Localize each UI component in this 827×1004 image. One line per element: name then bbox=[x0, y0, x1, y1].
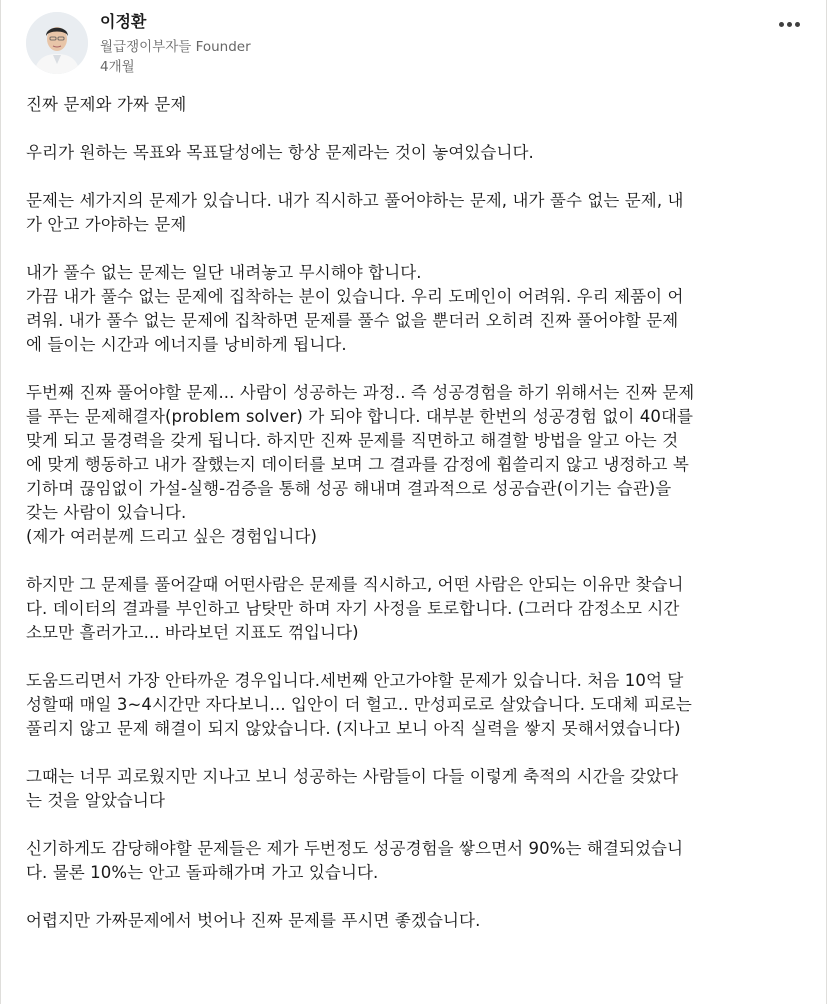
post-body bbox=[26, 93, 801, 957]
author-avatar[interactable] bbox=[26, 12, 88, 74]
post-header bbox=[26, 12, 814, 84]
more-horizontal-icon bbox=[787, 22, 792, 27]
post-paragraph: 내가 풀수 없는 문제는 일단 내려놓고 무시해야 합니다. 가끔 내가 풀수 없는 문제에 집착하는 분이 있습니다. 우리 도메인이 어려워. 우리 제품이 어 려워. 내가 풀수 없는 문제에 집착하면 문제를 풀수 없을 뿐더러 오히려 진짜 풀어야할 문제 에 들이는 시간과 에너지를 낭비하게 됩니다. bbox=[26, 263, 684, 354]
more-horizontal-icon bbox=[795, 22, 800, 27]
author-headline: 월급쟁이부자들 Founder bbox=[100, 39, 251, 55]
post-paragraph: 두번째 진짜 풀어야할 문제... 사람이 성공하는 과정.. 즉 성공경험을 하기 위해서는 진짜 문제 를 푸는 문제해결자(problem solver) 가 되야 합니다. 대부분 한번의 성공경험 없이 40대를 맞게 되고 물경력을 갖게 됩니다. 하지만 진짜 문제를 직면하고 해결할 방법을 알고 아는 것 에 맞게 행동하고 내가 잘했는지 데이터를 보며 그 결과를 감정에 휩쓸리지 않고 냉정하고 복 기하며 끊임없이 가설-실행-검증을 통해 성공 해내며 결과적으로 성공습관(이기는 습관)을 갖는 사람이 있습니다. (제가 여러분께 드리고 싶은 경험입니다) bbox=[26, 383, 695, 546]
post-title: 진짜 문제와 가짜 문제 bbox=[26, 95, 187, 114]
post-paragraph: 어렵지만 가짜문제에서 벗어나 진짜 문제를 푸시면 좋겠습니다. bbox=[26, 911, 481, 930]
post-age: 4개월 bbox=[100, 59, 135, 75]
post-paragraph: 도움드리면서 가장 안타까운 경우입니다.세번째 안고가야할 문제가 있습니다. 처음 10억 달 성할때 매일 3~4시간만 자다보니... 입안이 더 헐고.. 만성피로로 살았습니다. 도대체 피로는 풀리지 않고 문제 해결이 되지 않았습니다. (지나고 보니 아직 실력을 쌓지 못해서였습니다) bbox=[26, 671, 692, 738]
post-paragraph: 그때는 너무 괴로웠지만 지나고 보니 성공하는 사람들이 다들 이렇게 축적의 시간을 갖았다 는 것을 알았습니다 bbox=[26, 767, 679, 810]
more-options-button[interactable] bbox=[772, 12, 806, 36]
post-paragraph: 문제는 세가지의 문제가 있습니다. 내가 직시하고 풀어야하는 문제, 내가 풀수 없는 문제, 내 가 안고 가야하는 문제 bbox=[26, 191, 684, 234]
post-paragraph: 우리가 원하는 목표와 목표달성에는 항상 문제라는 것이 놓여있습니다. bbox=[26, 143, 534, 162]
avatar-photo-icon bbox=[26, 12, 88, 74]
author-name[interactable]: 이정환 bbox=[100, 12, 147, 31]
author-info bbox=[100, 12, 251, 76]
more-horizontal-icon bbox=[779, 22, 784, 27]
post-paragraph: 하지만 그 문제를 풀어갈때 어떤사람은 문제를 직시하고, 어떤 사람은 안되는 이유만 찾습니 다. 데이터의 결과를 부인하고 남탓만 하며 자기 사정을 토로합니다. (그러다 감정소모 시간 소모만 흘러가고... 바라보던 지표도 꺾입니다) bbox=[26, 575, 684, 642]
post-paragraph: 신기하게도 감당해야할 문제들은 제가 두번정도 성공경험을 쌓으면서 90%는 해결되었습니 다. 물론 10%는 안고 돌파해가며 가고 있습니다. bbox=[26, 839, 684, 882]
